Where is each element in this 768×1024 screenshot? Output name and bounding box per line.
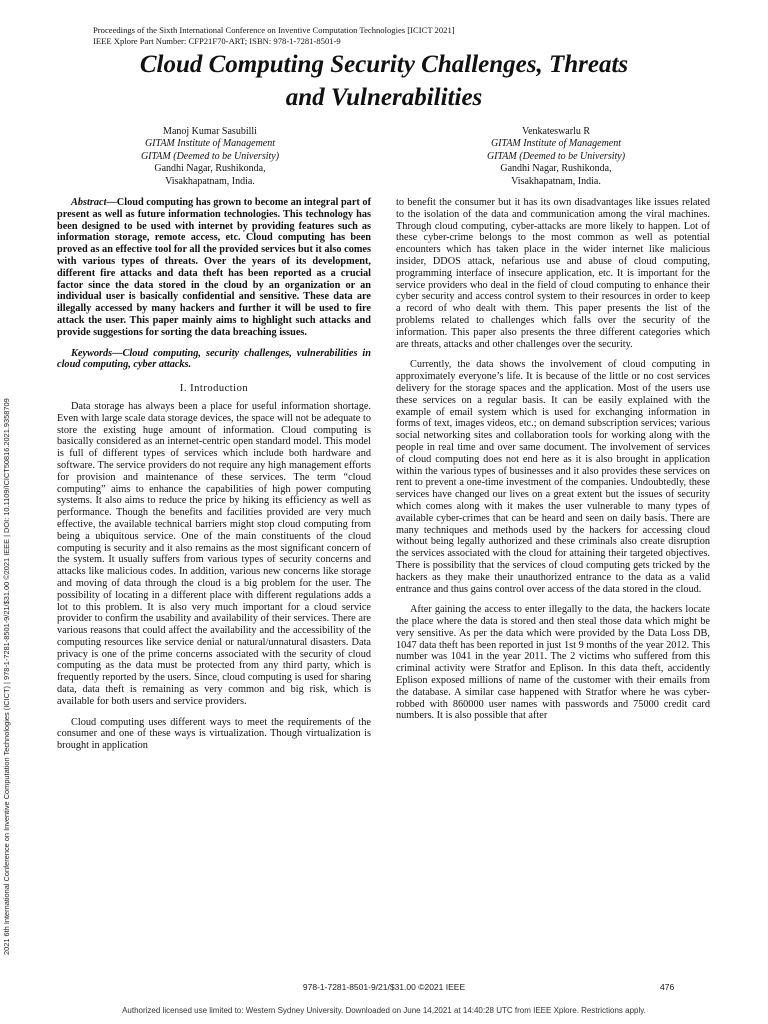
author-block-1 — [60, 126, 360, 188]
abstract-label: Abstract — [71, 197, 107, 208]
author-address-2: Visakhapatnam, India. — [511, 175, 601, 187]
conference-line: Proceedings of the Sixth International Conference on Inventive Computation Technologies [ICICT 2021] — [93, 25, 455, 35]
paper-title — [40, 48, 728, 114]
abstract-text: Cloud computing has grown to become an integral part of present as well as future information technologies. This technology has been designed to be used with internet by providing features such as information storage, remote access, etc. Cloud computing has been proved as an effective tool for all the provided services but it also comes with various types of threats. Over the years of its development, different fire attacks and data theft has been reported as a crucial factor since the data stored in the cloud by an organization or an individual user is basically confidential and sensitive. These data are illegally accessed by many hackers and further it will be used to fire attack the user. This paper mainly aims to highlight such attacks and provide suggestions for sorting the data breaching issues. — [57, 197, 371, 338]
ieee-part-line: IEEE Xplore Part Number: CFP21F70-ART; ISBN: 978-1-7281-8501-9 — [93, 36, 341, 46]
conference-header — [93, 25, 455, 47]
keywords-dash: — — [112, 347, 123, 359]
keywords-text: Cloud computing, security challenges, vulnerabilities in cloud computing, cyber attacks. — [57, 347, 371, 371]
body-paragraph: After gaining the access to enter illegally to the data, the hackers locate the place where the data is stored and then steal those data which might be very sensitive. As per the data which were provided by the Data Loss DB, 1047 data theft has been reported in just 1st 9 months of the year 2012. This number was 1041 in the year 2011. The 2 victims who suffered from this criminal activity were Stratfor and Eplison. In this data theft, accidently Eplison exposed millions of name of the customer with their emails from the database. A similar case happened with Stratfor where he was cyber-robbed with 860000 user names with passwords and 75000 credit card numbers. It is also possible that after — [396, 604, 710, 722]
body-paragraph: to benefit the consumer but it has its own disadvantages like issues related to the isolation of the data and communication among the viral machines. Through cloud computing, cyber-attacks are more likely to happen. Lot of these cyber-crime belongs to the most common as well as potential encounters which has taken place in the wider internet like malicious insider, DDOS attack, nefarious use and abuse of cloud computing, programming interface of insecure application, etc. It is important for the service providers who deal in the field of cloud computing to enhance their cyber security and access control system to their resources in order to keep a record of who dealt with them. This paper presents the list of the problems related to challenges which falls over the security of the information. This paper also presents the three different categories which are threats, attacks and other challenges over the security. — [396, 197, 710, 350]
keywords-paragraph — [57, 348, 371, 372]
author-university: GITAM (Deemed to be University) — [140, 150, 280, 162]
title-line-1: Cloud Computing Security Challenges, Threats — [139, 51, 629, 78]
author-name: Manoj Kumar Sasubilli — [163, 126, 257, 137]
abstract-dash: — — [106, 197, 117, 208]
author-address-1: Gandhi Nagar, Rushikonda, — [500, 163, 612, 175]
body-paragraph: Data storage has always been a place for useful information shortage. Even with large scale data storage devices, the space will not be adequate to store the existing huge amount of information. Cloud computing is basically considered as an internet-centric open standard model. This model is full of different types of services which include both hardware and software. The service providers do not require any high management efforts for provision and maintenance of these services. The term “cloud computing” aims to enhance the capabilities of high power computing systems. It also aims to reduce the price by hiking its efficiency as well as performance. Though the benefits and facilities provided are very much effective, the available technical barriers might stop cloud computing from being a ubiquitous service. One of the main constituents of the cloud computing is security and it also remains as the most significant concern of the system. It usually suffers from various types of security concerns and attacks like malicious codes. In addition, various new concerns like storage and moving of data through the cloud is a big problem for the user. The possibility of locating in a different place with different regulations adds a lot to this problem. It is also very much important for a cloud service provider to confirm the usability and availability of their services. There are various reasons that could affect the availability and the accessibility of the computing resources like service denial or natural/unnatural disasters. Data privacy is one of the prime concerns associated with the security of cloud computing as the data must be protected from any third party, which is frequently reported by the users. Since, cloud computing is used for sharing data, data theft is remaining as very common and big risk, which is available for both users and service providers. — [57, 400, 371, 707]
body-paragraph: Currently, the data shows the involvement of cloud computing in approximately everyone’s life. It is because of the little or no cost services delivery for the storage spaces and the application. Most of the users use these services on a regular basis. It can be easily explained with the example of email system which is used for exchanging information in forms of text, images videos, etc.; on demand subscription services; various social networking sites and collaboration tools for working along with the people in real time and over same document. The involvement of services of cloud computing does not end here as it is also brought in application within the various types of businesses and it also provides these services on rent to prevent a one-time investment of the companies. Undoubtedly, these services have changed our lives on a great extent but the issues of security which comes along with it makes the user vulnerable to many types of available cyber-crimes that can be heard and seen on daily basis. There are many techniques and methods used by the hackers for accessing cloud without being legally authorized and these criminals also create disruption the services associated with the cloud for attaining their targeted objectives. There is possibility that the services of cloud computing gets tricked by the hackers as they make their unauthorized entrance to the data as a valid entrance and thus gains control over access of the data stored in the cloud. — [396, 359, 710, 595]
right-column — [396, 197, 710, 731]
author-address-2: Visakhapatnam, India. — [165, 175, 255, 187]
keywords-label: Keywords — [71, 347, 113, 359]
license-notice: Authorized licensed use limited to: Western Sydney University. Downloaded on June 14,2021 at 14:40:28 UTC from IEEE Xplore. Restrictions apply. — [122, 1006, 646, 1015]
page-number: 476 — [660, 982, 675, 992]
author-institute: GITAM Institute of Management — [144, 138, 276, 150]
section-heading-introduction: I. Introduction — [179, 383, 249, 395]
body-paragraph: Cloud computing uses different ways to meet the requirements of the consumer and one of these ways is virtualization. Though virtualization is brought in application — [57, 716, 371, 752]
footer-copyright: 978-1-7281-8501-9/21/$31.00 ©2021 IEEE — [302, 982, 466, 992]
author-name: Venkateswarlu R — [521, 126, 591, 137]
abstract-paragraph — [57, 197, 371, 339]
side-doi-text: 2021 6th International Conference on Inventive Computation Technologies (ICICT) | 978-1-7281-8501-9/21/$31.00 ©2021 IEEE | DOI: 10.1109/ICICT50816.2021.9358709 — [2, 398, 11, 955]
title-line-2: and Vulnerabilities — [285, 84, 483, 111]
author-address-1: Gandhi Nagar, Rushikonda, — [154, 163, 266, 175]
author-block-2 — [406, 126, 706, 188]
left-column — [57, 197, 371, 761]
author-institute: GITAM Institute of Management — [490, 138, 622, 150]
author-university: GITAM (Deemed to be University) — [486, 150, 626, 162]
